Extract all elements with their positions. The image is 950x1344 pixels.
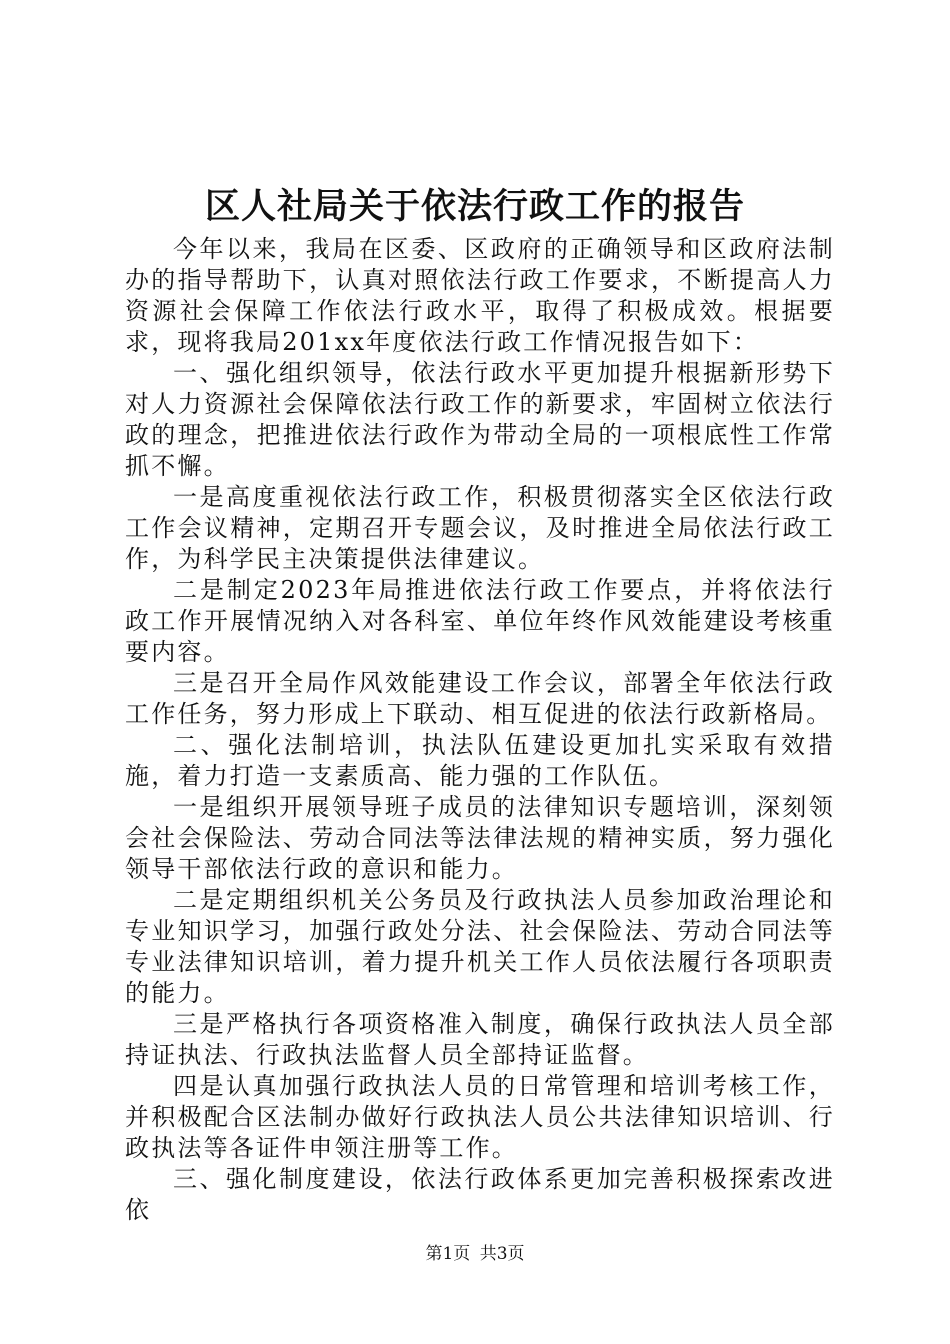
paragraph: 一、强化组织领导，依法行政水平更加提升根据新形势下对人力资源社会保障依法行政工作的新要求，牢固树立依法行政的理念，把推进依法行政作为带动全局的一项根底性工作常抓不懈。 xyxy=(125,359,835,480)
paragraph: 二是制定2023年局推进依法行政工作要点，并将依法行政工作开展情况纳入对各科室、单位年终作风效能建设考核重要内容。 xyxy=(125,576,835,666)
paragraph: 三是召开全局作风效能建设工作会议，部署全年依法行政工作任务，努力形成上下联动、相互促进的依法行政新格局。 xyxy=(125,669,835,728)
paragraph: 二、强化法制培训，执法队伍建设更加扎实采取有效措施，着力打造一支素质高、能力强的工作队伍。 xyxy=(125,731,835,790)
paragraph: 三是严格执行各项资格准入制度，确保行政执法人员全部持证执法、行政执法监督人员全部持证监督。 xyxy=(125,1010,835,1069)
paragraph: 今年以来，我局在区委、区政府的正确领导和区政府法制办的指导帮助下，认真对照依法行政工作要求，不断提高人力资源社会保障工作依法行政水平，取得了积极成效。根据要求，现将我局201xx年度依法行政工作情况报告如下： xyxy=(125,235,835,356)
page-footer xyxy=(0,1243,950,1265)
paragraph: 三、强化制度建设，依法行政体系更加完善积极探索改进依 xyxy=(125,1165,835,1224)
paragraph: 二是定期组织机关公务员及行政执法人员参加政治理论和专业知识学习，加强行政处分法、社会保险法、劳动合同法等专业法律知识培训，着力提升机关工作人员依法履行各项职责的能力。 xyxy=(125,886,835,1007)
page-number-current: 第1页 xyxy=(425,1244,471,1264)
paragraph: 一是高度重视依法行政工作，积极贯彻落实全区依法行政工作会议精神，定期召开专题会议，及时推进全局依法行政工作，为科学民主决策提供法律建议。 xyxy=(125,483,835,573)
document-body xyxy=(125,234,835,1226)
document-title: 区人社局关于依法行政工作的报告 xyxy=(204,186,745,227)
page-number-total: 共3页 xyxy=(479,1244,525,1264)
paragraph: 四是认真加强行政执法人员的日常管理和培训考核工作，并积极配合区法制办做好行政执法人员公共法律知识培训、行政执法等各证件申领注册等工作。 xyxy=(125,1072,835,1162)
paragraph: 一是组织开展领导班子成员的法律知识专题培训，深刻领会社会保险法、劳动合同法等法律法规的精神实质，努力强化领导干部依法行政的意识和能力。 xyxy=(125,793,835,883)
